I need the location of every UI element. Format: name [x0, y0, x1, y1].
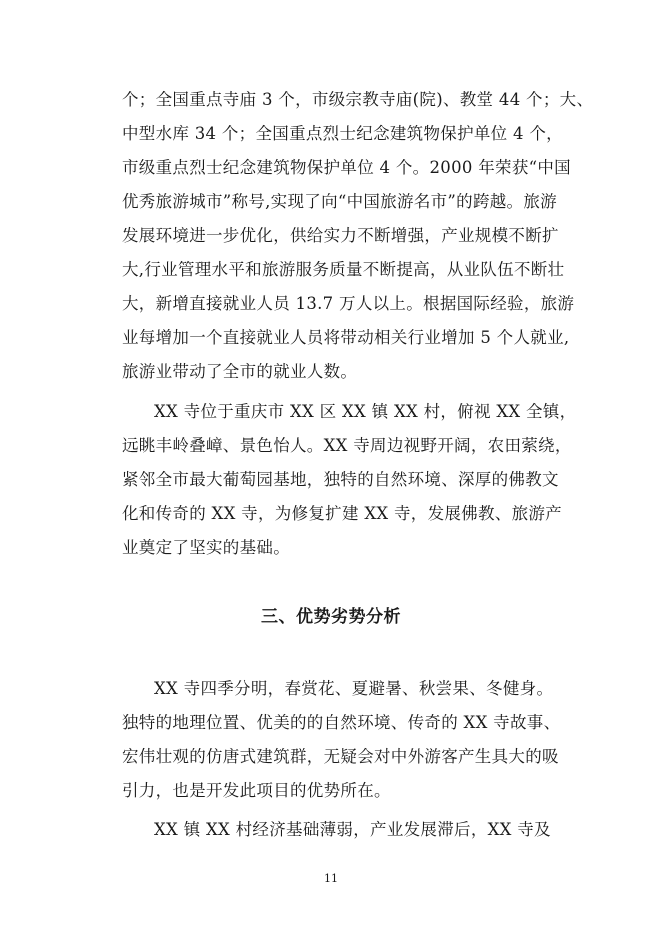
text-line: 大，新增直接就业人员 13.7 万人以上。根据国际经验，旅游: [122, 294, 575, 313]
text-line: 引力，也是开发此项目的优势所在。: [122, 781, 391, 800]
text-line: 旅游业带动了全市的就业人数。: [122, 362, 358, 381]
text-line: XX 寺四季分明，春赏花、夏避暑、秋尝果、冬健身。: [154, 679, 554, 698]
text-line: 市级重点烈士纪念建筑物保护单位 4 个。2000 年荣获“中国: [122, 158, 571, 177]
text-line: 远眺丰岭叠嶂、景色怡人。XX 寺周边视野开阔，农田萦绕，: [122, 436, 572, 455]
text-line: 大,行业管理水平和旅游服务质量不断提高，从业队伍不断壮: [122, 260, 565, 279]
page-number: 11: [324, 872, 338, 885]
text-line: 业每增加一个直接就业人员将带动相关行业增加 5 个人就业,: [122, 328, 570, 347]
section-heading: 三、优势劣势分析: [261, 607, 401, 627]
text-line: XX 镇 XX 村经济基础薄弱，产业发展滞后，XX 寺及: [154, 820, 551, 839]
text-line: 优秀旅游城市”称号,实现了向“中国旅游名市”的跨越。旅游: [122, 192, 557, 211]
text-line: 业奠定了坚实的基础。: [122, 538, 290, 557]
text-line: 发展环境进一步优化，供给实力不断增强，产业规模不断扩: [122, 226, 559, 245]
text-line: 个；全国重点寺庙 3 个，市级宗教寺庙(院)、教堂 44 个；大、: [122, 90, 594, 109]
text-line: 中型水库 34 个；全国重点烈士纪念建筑物保护单位 4 个，: [122, 124, 563, 143]
text-line: XX 寺位于重庆市 XX 区 XX 镇 XX 村，俯视 XX 全镇，: [154, 402, 577, 421]
text-line: 化和传奇的 XX 寺，为修复扩建 XX 寺，发展佛教、旅游产: [122, 504, 562, 523]
text-line: 独特的地理位置、优美的的自然环境、传奇的 XX 寺故事、: [122, 713, 561, 732]
text-line: 紧邻全市最大葡萄园基地，独特的自然环境、深厚的佛教文: [122, 470, 559, 489]
text-line: 宏伟壮观的仿唐式建筑群，无疑会对中外游客产生具大的吸: [122, 747, 559, 766]
